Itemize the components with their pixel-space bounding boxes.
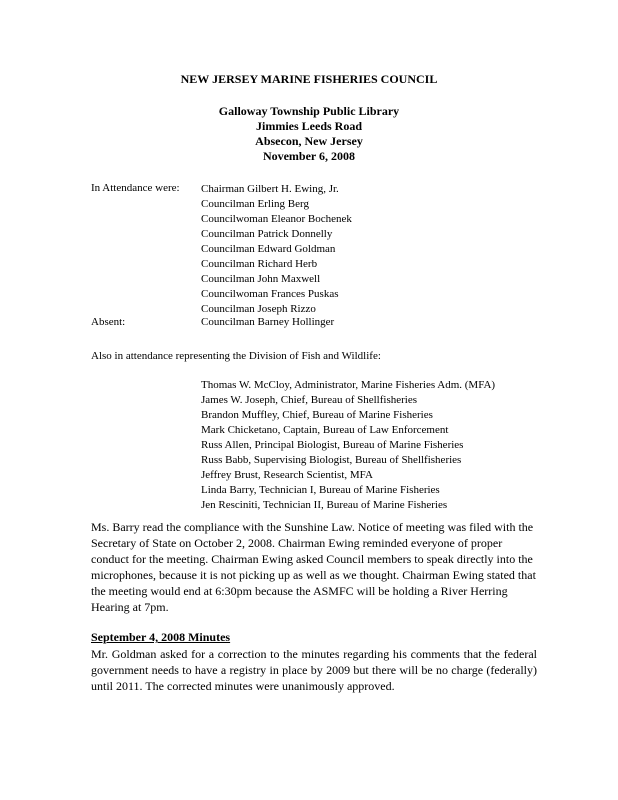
- staff-member: Jeffrey Brust, Research Scientist, MFA: [201, 469, 373, 481]
- staff-member: Linda Barry, Technician I, Bureau of Marine Fisheries: [201, 484, 440, 496]
- attendance-label: In Attendance were:: [91, 182, 180, 194]
- meeting-street: Jimmies Leeds Road: [256, 119, 362, 133]
- sunshine-law-paragraph: Ms. Barry read the compliance with the Sunshine Law. Notice of meeting was filed with the Secretary of State on October 2, 2008. Chairman Ewing reminded everyone of proper conduct for the meeting. Chairman Ewing asked Council members to speak directly into the microphones, because it is not picking up as well as we thought. Chairman Ewing stated that the meeting would end at 6:30pm because the ASMFC will be holding a River Herring Hearing at 7pm.: [91, 520, 536, 614]
- attendee: Councilwoman Frances Puskas: [201, 288, 339, 300]
- attendee: Chairman Gilbert H. Ewing, Jr.: [201, 183, 339, 195]
- attendee: Councilwoman Eleanor Bochenek: [201, 213, 352, 225]
- staff-member: James W. Joseph, Chief, Bureau of Shellfisheries: [201, 394, 417, 406]
- meeting-header: [0, 104, 618, 164]
- staff-member: Mark Chicketano, Captain, Bureau of Law Enforcement: [201, 424, 449, 436]
- minutes-paragraph: Mr. Goldman asked for a correction to the minutes regarding his comments that the federal government needs to have a registry in place by 2009 but there will be no charge (federally) until 2011. The corrected minutes were unanimously approved.: [91, 647, 537, 693]
- staff-list: [201, 378, 495, 513]
- staff-member: Russ Babb, Supervising Biologist, Bureau of Shellfisheries: [201, 454, 462, 466]
- attendance-list: [201, 182, 352, 317]
- absent-member: Councilman Barney Hollinger: [201, 316, 335, 328]
- attendee: Councilman John Maxwell: [201, 273, 321, 285]
- staff-member: Brandon Muffley, Chief, Bureau of Marine Fisheries: [201, 409, 433, 421]
- attendee: Councilman Joseph Rizzo: [201, 303, 316, 315]
- meeting-city: Absecon, New Jersey: [255, 134, 363, 148]
- minutes-heading: September 4, 2008 Minutes: [91, 630, 231, 644]
- attendee: Councilman Patrick Donnelly: [201, 228, 333, 240]
- staff-member: Thomas W. McCloy, Administrator, Marine Fisheries Adm. (MFA): [201, 379, 496, 391]
- attendee: Councilman Richard Herb: [201, 258, 318, 270]
- attendee: Councilman Edward Goldman: [201, 243, 336, 255]
- meeting-date: November 6, 2008: [262, 149, 356, 163]
- staff-member: Russ Allen, Principal Biologist, Bureau of Marine Fisheries: [201, 439, 464, 451]
- attendee: Councilman Erling Berg: [201, 198, 309, 210]
- absent-label: Absent:: [91, 316, 126, 328]
- also-attendance-heading: Also in attendance representing the Division of Fish and Wildlife:: [91, 350, 381, 362]
- document-title: NEW JERSEY MARINE FISHERIES COUNCIL: [180, 72, 438, 86]
- meeting-venue: Galloway Township Public Library: [218, 104, 400, 118]
- staff-member: Jen Resciniti, Technician II, Bureau of Marine Fisheries: [201, 499, 448, 511]
